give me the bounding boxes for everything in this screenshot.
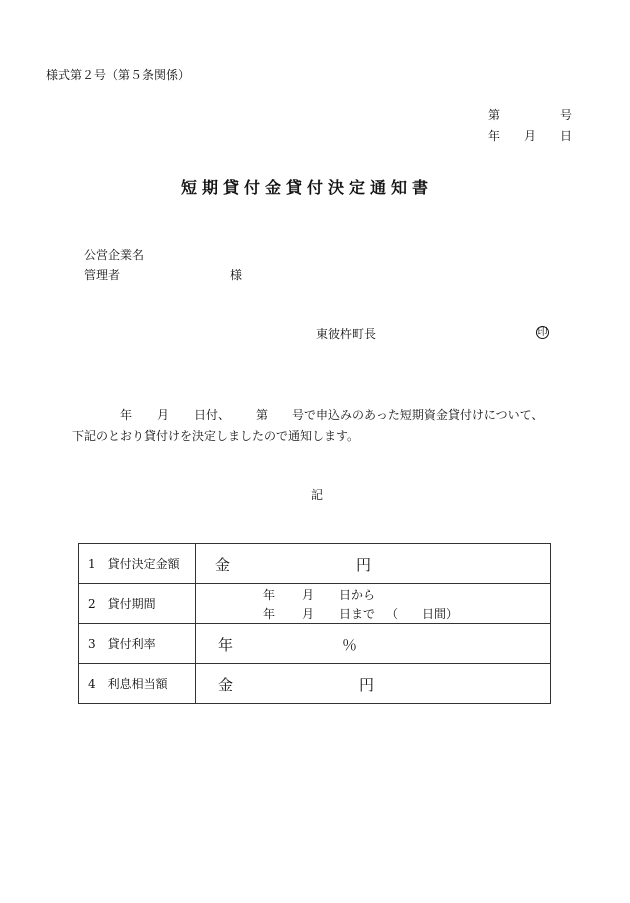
- table-row-period: [79, 584, 551, 624]
- seal-mark: 印: [537, 327, 548, 338]
- loan-details-table: [78, 543, 551, 704]
- doc-number-go: 号: [560, 108, 573, 122]
- date-day: 日: [560, 129, 573, 143]
- row-label-rate: 3 貸付利率: [79, 624, 196, 664]
- recipient-sama: 様: [230, 268, 243, 282]
- row-label-amount: 1 貸付決定金額: [79, 544, 196, 584]
- from-month: 月: [302, 588, 315, 602]
- value-cell-amount: [196, 544, 551, 584]
- doc-number-dai: 第: [488, 108, 501, 122]
- body-day-dated: 日付、: [194, 408, 231, 422]
- date-month: 月: [524, 129, 537, 143]
- yen-unit: 円: [356, 556, 372, 574]
- from-day: 日から: [339, 588, 376, 602]
- recipient-manager: 管理者: [84, 268, 121, 282]
- yen-unit: 円: [359, 676, 375, 694]
- form-label: 様式第２号（第５条関係）: [46, 68, 191, 82]
- body-month: 月: [157, 408, 170, 422]
- kin-symbol: 金: [218, 676, 234, 694]
- table-row-interest: [79, 664, 551, 704]
- sender-name: 東彼杵町長: [316, 327, 377, 341]
- nen-label: 年: [218, 636, 234, 654]
- ki-heading: 記: [311, 488, 324, 502]
- percent-unit: ％: [342, 636, 358, 654]
- body-line2: 下記のとおり貸付けを決定しましたので通知します。: [72, 429, 360, 443]
- to-month: 月: [302, 607, 315, 621]
- body-year: 年: [120, 408, 133, 422]
- from-year: 年: [263, 588, 276, 602]
- body-line1-rest: 号で申込みのあった短期資金貸付けについて、: [292, 408, 544, 422]
- to-day: 日まで: [339, 607, 376, 621]
- days-count: 日間）: [422, 607, 459, 621]
- value-cell-interest: [196, 664, 551, 704]
- value-cell-rate: [196, 624, 551, 664]
- date-year: 年: [488, 129, 501, 143]
- row-label-interest: 4 利息相当額: [79, 664, 196, 704]
- value-cell-period: [196, 584, 551, 624]
- document-title: 短期貸付金貸付決定通知書: [181, 178, 434, 197]
- table-row-amount: [79, 544, 551, 584]
- paren-open: （: [386, 607, 399, 621]
- recipient-company: 公営企業名: [84, 248, 145, 262]
- row-label-period: 2 貸付期間: [79, 584, 196, 624]
- body-dai: 第: [256, 408, 269, 422]
- table-row-rate: [79, 624, 551, 664]
- kin-symbol: 金: [215, 556, 231, 574]
- to-year: 年: [263, 607, 276, 621]
